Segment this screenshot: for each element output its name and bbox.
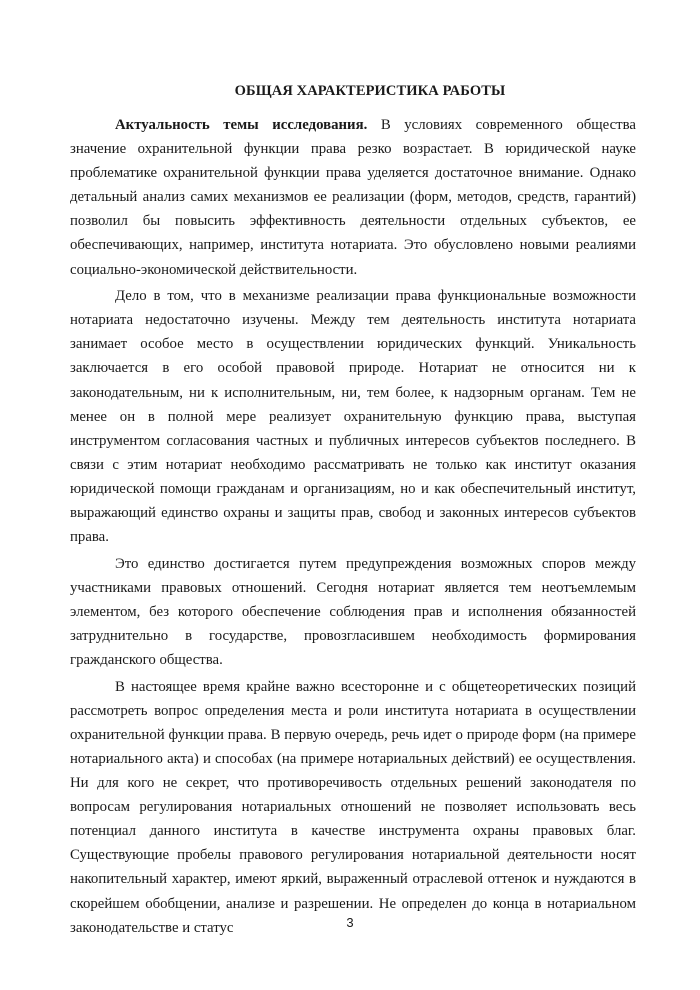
paragraph-text: В условиях современного общества значение охранительной функции права резко возрастает. В юридической науке проблематике охранительной функции права уделяется достаточное внимание. Однако детальный анализ самих механизмов ее реализации (форм, методов, средств, гарантий) позволил бы повысить эффективность деятельности отдельных субъектов, ее обеспечивающих, например, института нотариата. Это обусловлено новыми реалиями социально-экономической действительности.	[70, 117, 637, 278]
paragraph: Это единство достигается путем предупреждения возможных споров между участниками правовых отношений. Сегодня нотариат является тем неотъемлемым элементом, без которого обеспечение соблюдения прав и исполнения обязанностей затруднительно в государстве, провозгласившем необходимость формирования гражданского общества.	[70, 555, 636, 669]
document-body	[70, 113, 636, 940]
paragraph-lead: Актуальность темы исследования.	[115, 117, 368, 133]
page-title: ОБЩАЯ ХАРАКТЕРИСТИКА РАБОТЫ	[234, 83, 506, 99]
page-number: 3	[346, 915, 354, 930]
paragraph: Дело в том, что в механизме реализации права функциональные возможности нотариата недостаточно изучены. Между тем деятельность института нотариата занимает особое место в осуществлении юридических функций. Уникальность заключается в его особой правовой природе. Нотариат не относится ни к законодательным, ни к исполнительным, ни, тем более, к надзорным органам. Тем не менее он в полной мере реализует охранительную функцию права, выступая инструментом согласования частных и публичных интересов субъектов последнего. В связи с этим нотариат необходимо рассматривать не только как институт оказания юридической помощи гражданам и организациям, но и как обеспечительный институт, выражающий единство охраны и защиты прав, свобод и законных интересов субъектов права.	[70, 288, 636, 546]
paragraph: В настоящее время крайне важно всесторонне и с общетеоретических позиций рассмотреть вопрос определения места и роли института нотариата в осуществлении охранительной функции права. В первую очередь, речь идет о природе форм (на примере нотариального акта) и способах (на примере нотариальных действий) ее осуществления. Ни для кого не секрет, что противоречивость отдельных решений законодателя по вопросам регулирования нотариальных отношений не позволяет использовать весь потенциал данного института в качестве инструмента охраны правовых благ. Существующие пробелы правового регулирования нотариальной деятельности носят накопительный характер, имеют яркий, выраженный отраслевой оттенок и нуждаются в скорейшем обобщении, анализе и разрешении. Не определен до конца в нотариальном законодательстве и статус	[70, 678, 636, 936]
paragraph-relevance	[70, 113, 636, 282]
